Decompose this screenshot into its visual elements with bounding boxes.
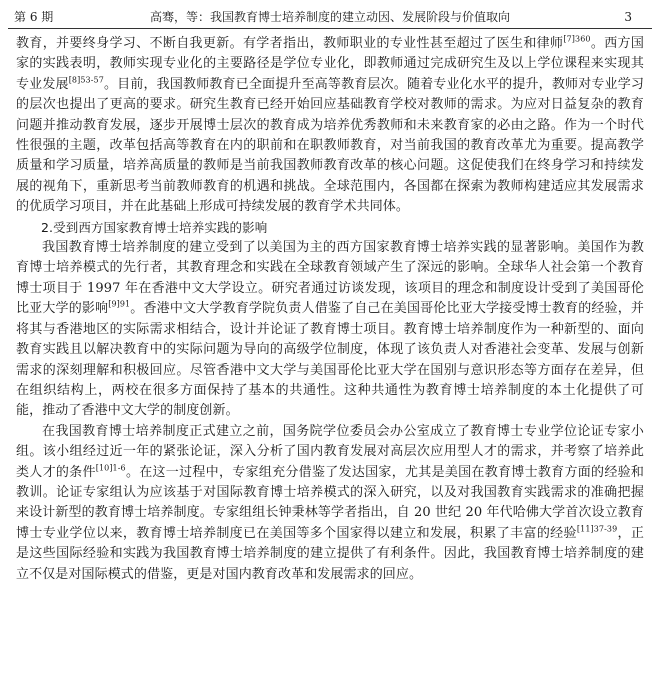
citation-reference: [11]37-39 (576, 524, 618, 534)
citation-reference: [7]360 (563, 34, 591, 44)
text-run: 在我国教育博士培养制度正式建立之前，国务院学位委员会办公室成立了教育博士专业学位论证专家小组。该小组经过近一年的紧张论证，深入分析了国内教育发展对高层次应用型人才的需求，并考察了培养此类人才的条件 (16, 423, 644, 480)
body-paragraph (16, 34, 644, 218)
body-paragraph (16, 238, 644, 422)
text-run: ，正是这些国际经验和实践为我国教育博士培养制度的建立提供了有利条件。因此，我国教育博士培养制度的建立不仅是对国际模式的借鉴，更是对国内教育改革和发展需求的回应。 (16, 525, 645, 582)
text-run: 2.受到西方国家教育博士培养实践的影响 (41, 219, 268, 235)
text-run: 。目前，我国教师教育已全面提升至高等教育层次。随着专业化水平的提升，教师对专业学习的层次也提出了更高的要求。研究生教育已经开始回应基础教育学校对教师的需求。为应对日益复杂的教育问题并推动教育发展，逐步开展博士层次的教育成为培养优秀教师和未来教育家的必由之路。作为一个时代性很强的主题，改革包括高等教育在内的职前和在职教师教育，对当前我国的教育改革尤为重要。提高教学质量和学习质量，培养高质量的教师是当前我国教师教育改革的核心问题。这促使我们在终身学习和持续发展的视角下，重新思考当前教师教育的机遇和挑战。全球范围内，各国都在探索为教师构建适应其发展需求的优质学习项目，并在此基础上形成可持续发展的教育学术共同体。 (16, 76, 644, 215)
citation-reference: [10]1-6 (95, 463, 126, 473)
section-heading (16, 218, 644, 238)
running-title: 高骞，等：我国教育博士培养制度的建立动因、发展阶段与价值取向 (149, 10, 510, 24)
text-run: 我国教育博士培养制度的建立受到了以美国为主的西方国家教育博士培养实践的显著影响。美国作为教育博士培养模式的先行者，其教育理念和实践在全球教育领域产生了深远的影响。全球华人社会第一个教育博士项目于 1997 年在香港中文大学设立。研究者通过访谈发现，该项目的理念和制度设计受到了美国哥伦比亚大学的影响 (16, 240, 644, 317)
citation-reference: [9]91 (108, 299, 131, 309)
body-paragraph (16, 422, 644, 585)
article-body (16, 34, 644, 685)
text-run: 。西方国家的实践表明，教师实现专业化的主要路径是学位专业化，即教师通过完成研究生及以上学位课程来实现其专业发展 (16, 36, 644, 92)
text-run: 教育，并要终身学习、不断自我更新。有学者指出，教师职业的专业性甚至超过了医生和律师 (16, 36, 564, 51)
citation-reference: [8]53-57 (68, 75, 104, 85)
text-run: 。在这一过程中，专家组充分借鉴了发达国家，尤其是美国在教育博士教育方面的经验和教训。论证专家组认为应该基于对国际教育博士培养模式的深入研究，以及对我国教育实践需求的准确把握来设计新型的教育博士培养制度。专家组组长钟秉林等学者指出，自 20 世纪 20 年代哈佛大学首次设立教育博士专业学位以来，教育博士培养制度已在美国等多个国家得以建立和发展，积累了丰富的经验 (16, 464, 644, 541)
journal-issue: 第 6 期 (14, 10, 54, 24)
running-header (8, 6, 652, 29)
text-run: 。香港中文大学教育学院负责人借鉴了自己在美国哥伦比亚大学接受博士教育的经验，并将其与香港地区的实际需求相结合，设计并论证了教育博士项目。教育博士培养制度作为一种新型的、面向教育实践且以解决教育中的实际问题为导向的高级学位制度，体现了该负责人对香港社会变革、发展与创新需求的深刻理解和积极回应。尽管香港中文大学与美国哥伦比亚大学在国别与意识形态等方面存在差异，但在组织结构上，两校在很多方面保持了基本的共通性。这种共通性为教育博士培养制度的本土化提供了可能，推动了香港中文大学的制度创新。 (16, 301, 644, 419)
page-number: 3 (624, 10, 632, 24)
